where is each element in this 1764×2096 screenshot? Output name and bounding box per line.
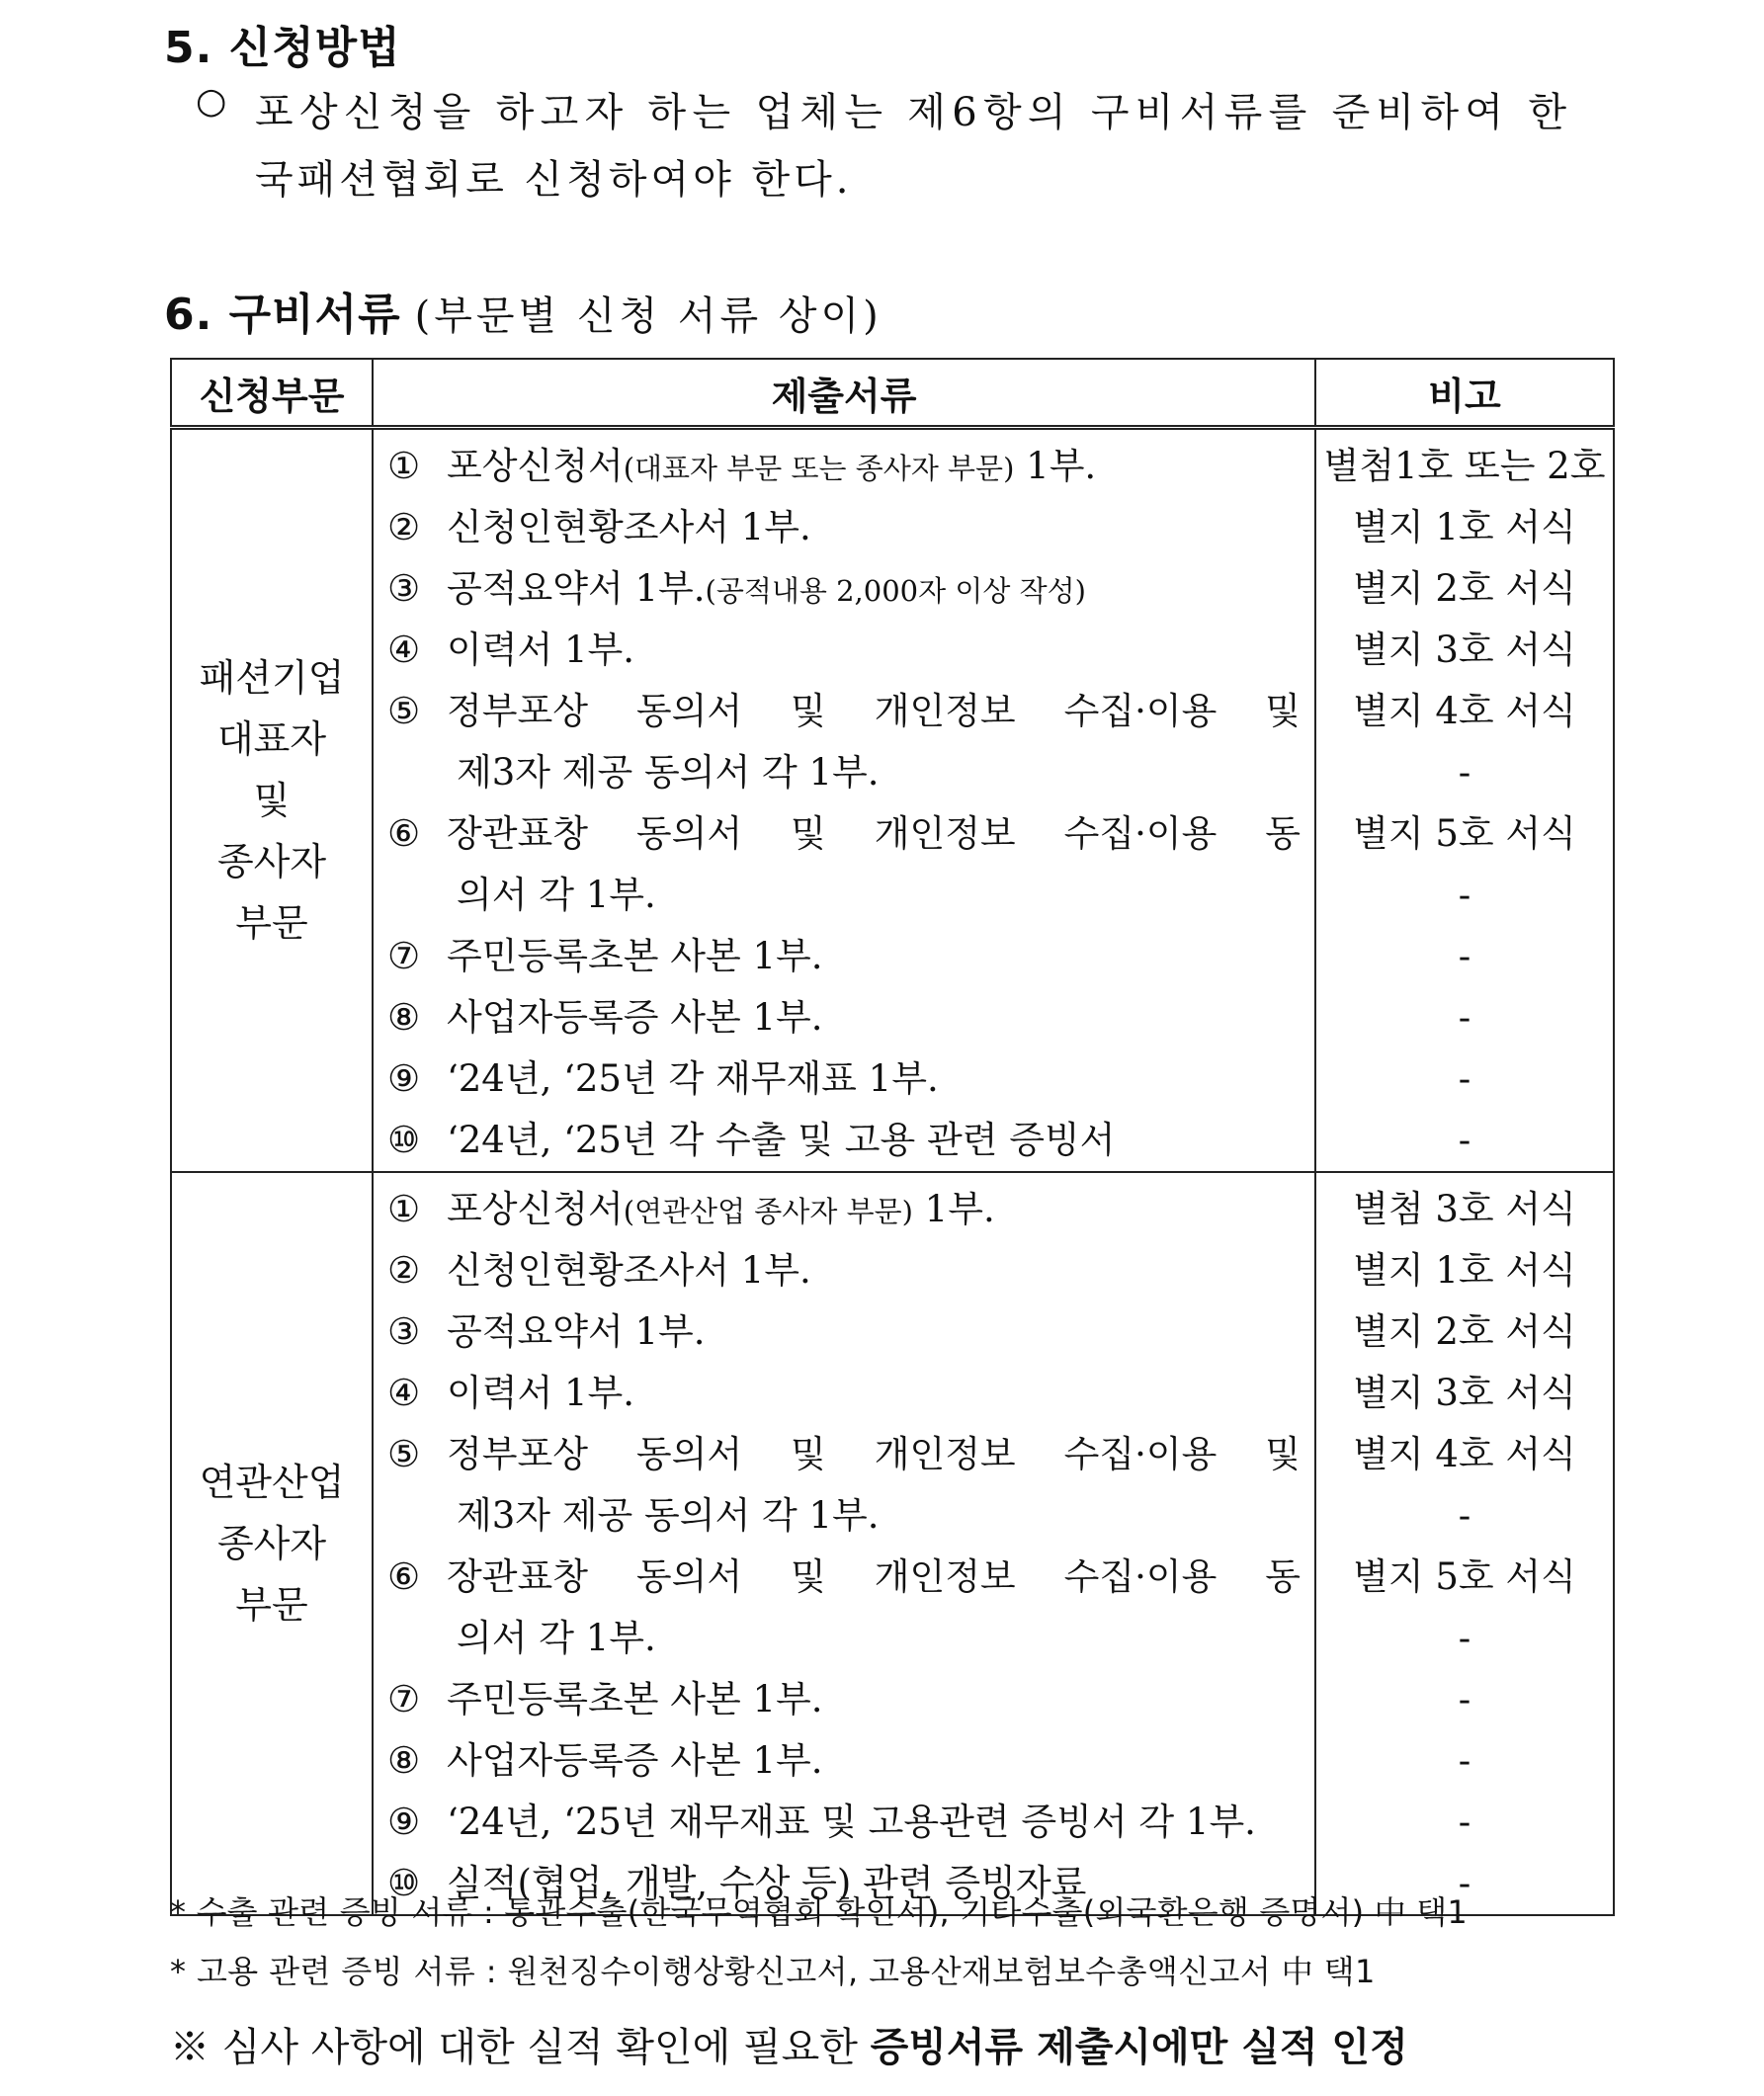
document-item — [387, 1669, 1301, 1730]
remark-item: - — [1458, 751, 1471, 794]
required-documents-table — [170, 358, 1615, 1916]
item-text: 정부포상 동의서 및 개인정보 수집·이용 및 — [447, 690, 1301, 732]
remark-item: - — [1458, 1801, 1471, 1843]
document-item — [387, 987, 1301, 1048]
item-tail-text: 1부. — [1014, 445, 1097, 487]
category-line: 패션기업 — [199, 656, 345, 700]
item-number: ⑦ — [387, 935, 421, 977]
item-number: ⑤ — [387, 1433, 421, 1475]
item-text: 포상신청서 — [447, 445, 624, 487]
remarks-cell — [1315, 1172, 1614, 1915]
section5-line2: 국패션협회로 신청하여야 한다. — [255, 157, 853, 203]
remark-item: 별지 5호 서식 — [1353, 1555, 1576, 1598]
remark-item: - — [1458, 996, 1471, 1039]
document-item — [387, 1730, 1301, 1792]
remark-item: 별지 4호 서식 — [1353, 690, 1576, 732]
item-number: ⑥ — [387, 812, 421, 855]
document-item — [387, 803, 1301, 865]
document-item — [387, 1424, 1301, 1485]
remarks-cell — [1315, 428, 1614, 1173]
item-number: ① — [387, 1188, 421, 1230]
header-category: 신청부문 — [171, 359, 373, 428]
item-text: 주민등록초본 사본 1부. — [447, 1678, 823, 1720]
category-line: 및 — [253, 779, 291, 822]
category-line: 연관산업 — [199, 1461, 345, 1504]
section6-subtitle: (부문별 신청 서류 상이) — [414, 293, 882, 339]
item-number: ① — [387, 445, 421, 487]
item-number: ④ — [387, 629, 421, 671]
footnote-export: * 수출 관련 증빙 서류 : 통관수출(한국무역협회 확인서), 기타수출(외국환은행 증명서) 中 택1 — [170, 1893, 1468, 1931]
footnote-employment: * 고용 관련 증빙 서류 : 원천징수이행상황신고서, 고용산재보험보수총액신고서 中 택1 — [170, 1953, 1376, 1990]
table-group-row — [171, 1172, 1614, 1915]
item-text: 공적요약서 1부. — [447, 567, 706, 610]
item-small-text: (공적내용 2,000자 이상 작성) — [705, 574, 1086, 608]
item-number: ⑩ — [387, 1862, 421, 1904]
item-text: 정부포상 동의서 및 개인정보 수집·이용 및 — [447, 1433, 1301, 1475]
remark-item: - — [1458, 1057, 1471, 1100]
final-notice-prefix: ※ 심사 사항에 대한 실적 확인에 필요한 — [170, 2025, 871, 2070]
item-number: ④ — [387, 1372, 421, 1414]
section5-line1: 포상신청을 하고자 하는 업체는 제6항의 구비서류를 준비하여 한 — [255, 90, 1573, 135]
item-text: ‘24년, ‘25년 각 재무재표 1부. — [447, 1057, 939, 1100]
item-text: ‘24년, ‘25년 재무재표 및 고용관련 증빙서 각 1부. — [447, 1801, 1256, 1843]
item-number: ⑨ — [387, 1801, 421, 1843]
remark-item: 별지 5호 서식 — [1353, 812, 1576, 855]
final-notice — [170, 2016, 1408, 2072]
item-tail-text: 1부. — [912, 1188, 995, 1230]
category-cell — [171, 428, 373, 1173]
document-item — [387, 436, 1301, 497]
remark-item: - — [1458, 1678, 1471, 1720]
document-item — [387, 681, 1301, 742]
category-line: 부문 — [235, 901, 308, 945]
document-item — [387, 1240, 1301, 1301]
item-text: 신청인현황조사서 1부. — [447, 506, 811, 548]
table-group-row — [171, 428, 1614, 1173]
item-text: 제3자 제공 동의서 각 1부. — [457, 751, 880, 794]
remark-item: - — [1458, 1739, 1471, 1782]
item-text: 제3자 제공 동의서 각 1부. — [457, 1494, 880, 1537]
item-number: ⑤ — [387, 690, 421, 732]
item-number: ⑧ — [387, 1739, 421, 1782]
remark-item: - — [1458, 1862, 1471, 1904]
item-text: 장관표창 동의서 및 개인정보 수집·이용 동 — [447, 1555, 1301, 1598]
document-item — [387, 1179, 1301, 1240]
category-line: 부문 — [235, 1583, 308, 1627]
item-number: ⑥ — [387, 1555, 421, 1598]
document-item — [387, 1792, 1301, 1853]
category-cell — [171, 1172, 373, 1915]
item-number: ⑨ — [387, 1057, 421, 1100]
bullet-mark: ○ — [196, 81, 227, 122]
documents-cell — [373, 1172, 1315, 1915]
item-number: ⑧ — [387, 996, 421, 1039]
item-number: ③ — [387, 1310, 421, 1353]
document-item — [387, 558, 1301, 620]
remark-item: - — [1458, 935, 1471, 977]
header-documents: 제출서류 — [373, 359, 1315, 428]
document-item — [387, 1301, 1301, 1363]
item-text: 사업자등록증 사본 1부. — [447, 1739, 823, 1782]
remark-item: 별첨 3호 서식 — [1353, 1188, 1576, 1230]
item-text: ‘24년, ‘25년 각 수출 및 고용 관련 증빙서 — [447, 1119, 1116, 1161]
document-item — [387, 865, 1301, 926]
item-text: 공적요약서 1부. — [447, 1310, 706, 1353]
item-small-text: (연관산업 종사자 부문) — [623, 1195, 913, 1228]
item-text: 의서 각 1부. — [457, 874, 656, 916]
header-remarks: 비고 — [1315, 359, 1614, 428]
item-number: ② — [387, 1249, 421, 1292]
item-number: ② — [387, 506, 421, 548]
remark-item: 별지 1호 서식 — [1353, 1249, 1576, 1292]
document-item — [387, 1363, 1301, 1424]
item-text: 신청인현황조사서 1부. — [447, 1249, 811, 1292]
item-text: 포상신청서 — [447, 1188, 624, 1230]
item-text: 이력서 1부. — [447, 629, 635, 671]
remark-item: 별지 2호 서식 — [1353, 1310, 1576, 1353]
item-text: 의서 각 1부. — [457, 1617, 656, 1659]
remark-item: - — [1458, 874, 1471, 916]
remark-item: - — [1458, 1617, 1471, 1659]
document-item — [387, 926, 1301, 987]
remark-item: - — [1458, 1119, 1471, 1161]
document-item — [387, 497, 1301, 558]
section6-title-text: 6. 구비서류 — [164, 290, 401, 340]
documents-cell — [373, 428, 1315, 1173]
remark-item: 별지 2호 서식 — [1353, 567, 1576, 610]
final-notice-bold: 증빙서류 제출시에만 실적 인정 — [870, 2025, 1408, 2070]
remark-item: 별지 4호 서식 — [1353, 1433, 1576, 1475]
section5-title: 5. 신청방법 — [164, 23, 401, 73]
section6-title — [164, 279, 882, 342]
item-text: 실적(협업, 개발, 수상 등) 관련 증빙자료 — [447, 1862, 1087, 1904]
item-number: ⑩ — [387, 1119, 421, 1161]
document-item — [387, 1048, 1301, 1110]
remark-item: 별지 1호 서식 — [1353, 506, 1576, 548]
document-item — [387, 620, 1301, 681]
remark-item: 별지 3호 서식 — [1353, 1372, 1576, 1414]
item-text: 사업자등록증 사본 1부. — [447, 996, 823, 1039]
category-line: 종사자 — [216, 1522, 327, 1565]
remark-item: - — [1458, 1494, 1471, 1537]
document-item — [387, 1547, 1301, 1608]
document-item — [387, 1110, 1301, 1171]
item-number: ③ — [387, 567, 421, 610]
category-line: 종사자 — [216, 840, 327, 883]
remark-item: 별지 3호 서식 — [1353, 629, 1576, 671]
document-item — [387, 1608, 1301, 1669]
document-item — [387, 742, 1301, 803]
remark-item: 별첨1호 또는 2호 — [1323, 445, 1606, 487]
item-small-text: (대표자 부문 또는 종사자 부문) — [623, 452, 1015, 485]
item-text: 장관표창 동의서 및 개인정보 수집·이용 동 — [447, 812, 1301, 855]
document-item — [387, 1485, 1301, 1547]
item-text: 주민등록초본 사본 1부. — [447, 935, 823, 977]
table-header-row — [171, 359, 1614, 428]
item-number: ⑦ — [387, 1678, 421, 1720]
item-text: 이력서 1부. — [447, 1372, 635, 1414]
category-line: 대표자 — [216, 717, 327, 761]
